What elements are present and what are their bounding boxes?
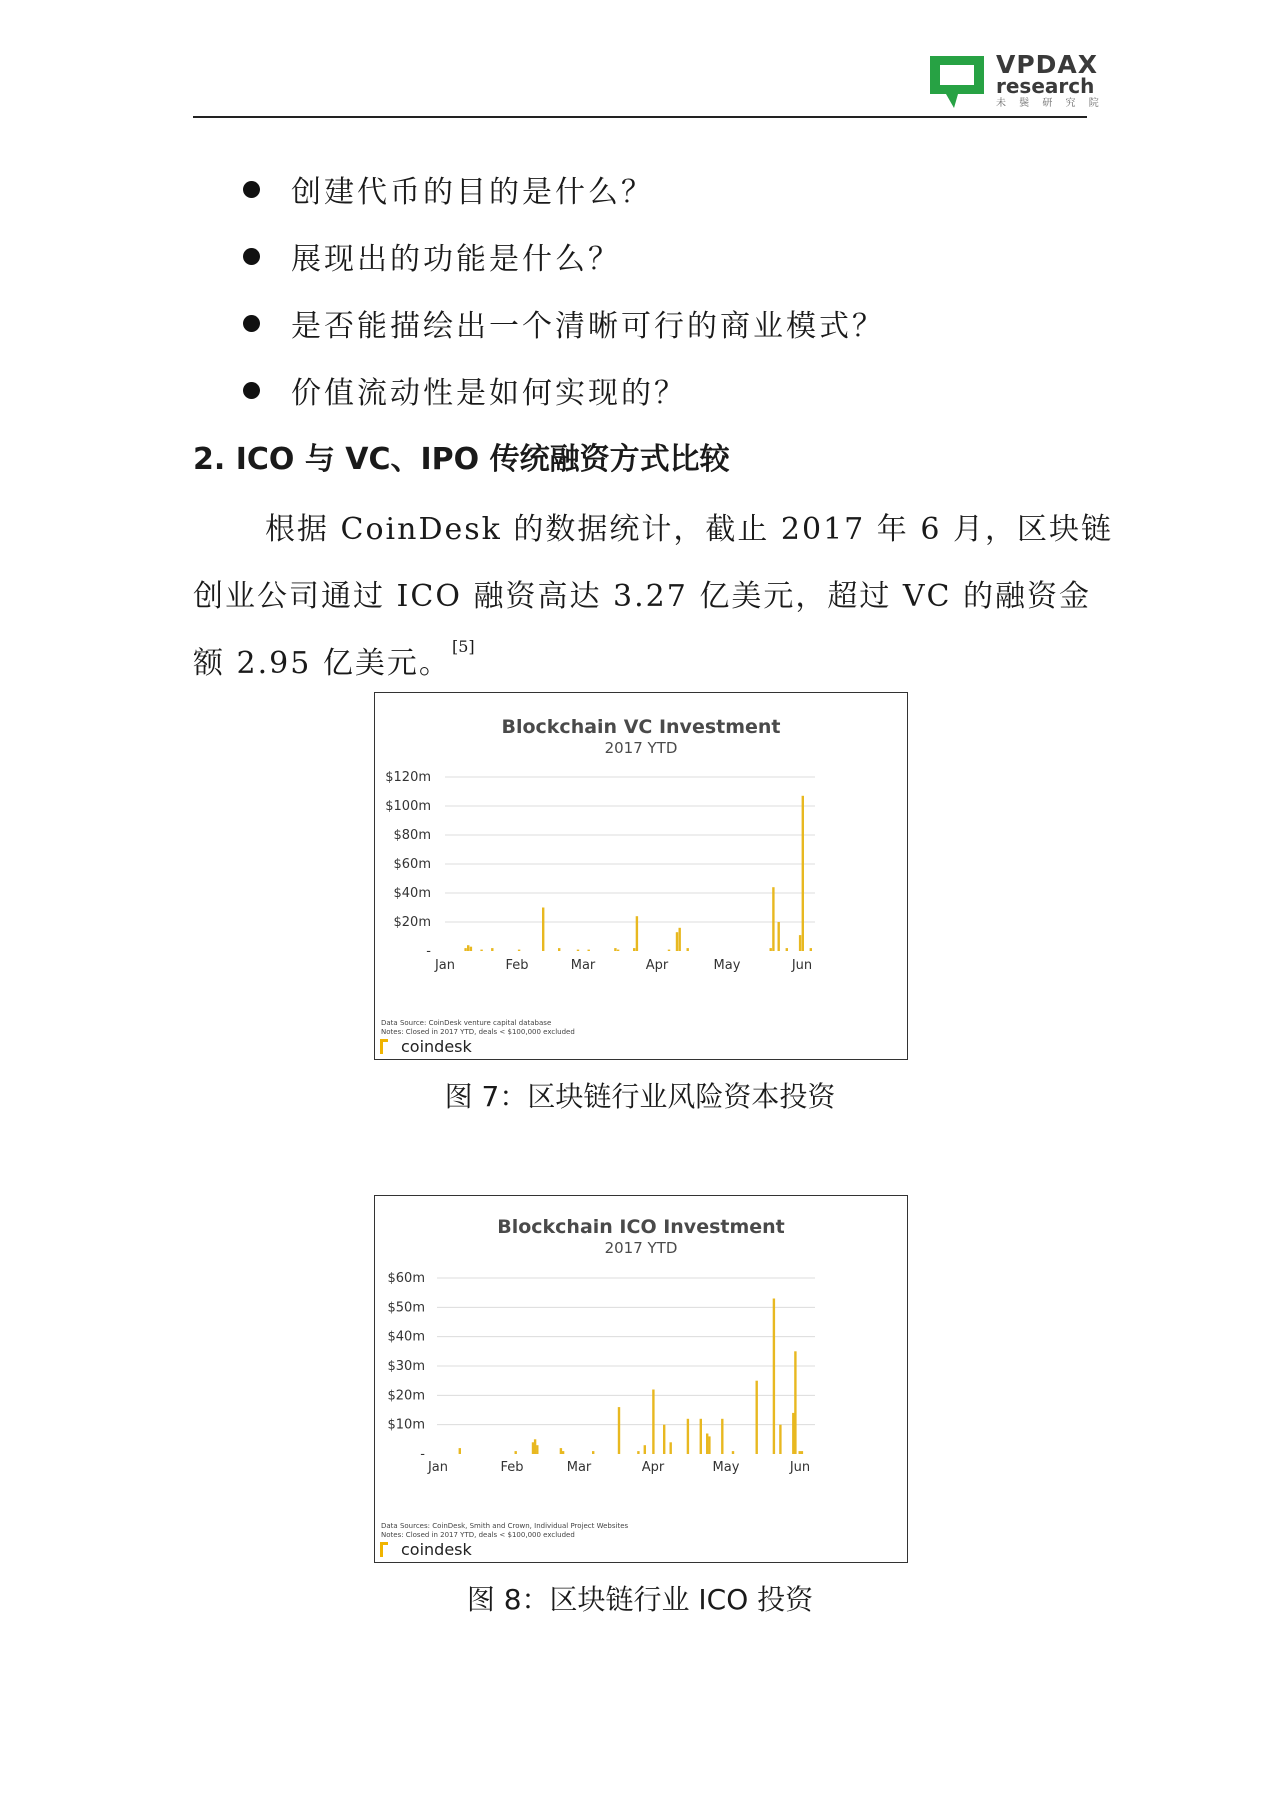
bar: [801, 1451, 803, 1454]
bar: [577, 950, 579, 951]
y-tick-label: -: [426, 944, 431, 959]
bar: [459, 1448, 461, 1454]
y-tick-label: $60m: [387, 1271, 425, 1286]
bullet-item: [243, 367, 687, 413]
bullet-text: 展现出的功能是什么？: [291, 242, 621, 277]
bar: [542, 908, 544, 952]
bar: [779, 1425, 781, 1454]
bar: [470, 947, 472, 951]
bullet-dot-icon: [243, 382, 260, 399]
bar: [515, 1451, 517, 1454]
bar: [679, 928, 681, 951]
x-tick-label: Feb: [500, 1460, 524, 1475]
coindesk-logo-icon: [380, 1542, 388, 1557]
y-tick-label: $40m: [393, 886, 431, 901]
bar: [799, 1451, 801, 1454]
citation-ref: [5]: [452, 637, 475, 656]
bar: [772, 887, 774, 951]
figure-caption: 图 7：区块链行业风险资本投资: [444, 1080, 836, 1113]
bar: [773, 1299, 775, 1455]
y-tick-label: $120m: [385, 770, 431, 785]
x-tick-label: Jun: [789, 1460, 811, 1475]
paragraph-line: 创业公司通过 ICO 融资高达 3.27 亿美元，超过 VC 的融资金: [193, 579, 1092, 614]
bar: [464, 948, 466, 951]
brand-name: coindesk: [401, 1037, 472, 1056]
bar: [534, 1439, 536, 1454]
bar: [687, 948, 689, 951]
bar: [652, 1390, 654, 1455]
bar: [637, 1451, 639, 1454]
bar: [794, 1351, 796, 1454]
y-tick-label: $100m: [385, 799, 431, 814]
chart-source-line: Data Sources: CoinDesk, Smith and Crown, Individual Project Websites: [381, 1522, 629, 1530]
chart-subtitle: 2017 YTD: [604, 739, 678, 757]
logo-chinese-subtitle: 未 鬓 研 究 院: [996, 98, 1104, 109]
figure-vc-chart: [374, 692, 908, 1060]
bullet-text: 是否能描绘出一个清晰可行的商业模式？: [291, 309, 885, 344]
bar: [810, 948, 812, 951]
x-tick-label: May: [713, 958, 741, 973]
bar: [756, 1381, 758, 1454]
bar: [668, 950, 670, 951]
figure-ico-chart: [374, 1195, 908, 1563]
vc-bar-chart: [375, 693, 907, 1059]
bar: [778, 922, 780, 951]
bar: [799, 935, 801, 951]
chart-notes-line: Notes: Closed in 2017 YTD, deals < $100,000 excluded: [381, 1028, 575, 1036]
bar: [518, 950, 520, 951]
coindesk-logo-icon: [380, 1039, 388, 1054]
bar: [532, 1442, 534, 1454]
y-tick-label: $10m: [387, 1417, 425, 1433]
bar: [480, 950, 482, 951]
bar: [802, 796, 804, 951]
chart-title: Blockchain VC Investment: [501, 716, 781, 738]
brand-name: coindesk: [401, 1540, 472, 1559]
bar: [562, 1451, 564, 1454]
bar: [618, 1407, 620, 1454]
bullet-item: [243, 300, 885, 346]
x-tick-label: Mar: [570, 958, 596, 973]
bullet-dot-icon: [243, 248, 260, 265]
logo-name: VPDAX: [996, 50, 1099, 79]
bar: [706, 1434, 708, 1455]
bar: [636, 916, 638, 951]
bar: [558, 948, 560, 951]
bar: [770, 948, 772, 951]
page-header: [0, 0, 1280, 120]
vpdax-logo-icon: [928, 54, 986, 110]
bar: [588, 950, 590, 951]
logo-subtitle: research: [996, 74, 1095, 98]
chart-subtitle: 2017 YTD: [604, 1239, 678, 1257]
paragraph-line: 根据 CoinDesk 的数据统计，截止 2017 年 6 月，区块链: [265, 512, 1113, 547]
chart-title: Blockchain ICO Investment: [497, 1216, 785, 1238]
ico-bar-chart: [375, 1196, 907, 1562]
bar: [670, 1442, 672, 1454]
x-tick-label: Apr: [645, 958, 669, 973]
paragraph-line: 额 2.95 亿美元。: [193, 646, 451, 681]
x-tick-label: Jan: [434, 958, 456, 973]
figure-caption: 图 8：区块链行业 ICO 投资: [466, 1583, 814, 1616]
bullet-item: [243, 233, 621, 279]
bar: [491, 948, 493, 951]
y-tick-label: $20m: [393, 915, 431, 930]
y-tick-label: $20m: [387, 1388, 425, 1404]
bar: [633, 948, 635, 951]
bullet-dot-icon: [243, 315, 260, 332]
bullet-dot-icon: [243, 181, 260, 198]
y-tick-label: $60m: [393, 857, 431, 872]
x-tick-label: Jun: [791, 958, 813, 973]
bar: [786, 948, 788, 951]
bar: [676, 932, 678, 951]
bar: [617, 950, 619, 951]
bullet-text: 创建代币的目的是什么？: [291, 175, 654, 210]
bar: [467, 945, 469, 951]
bar: [644, 1445, 646, 1454]
bar: [614, 948, 616, 951]
header-rule: [193, 116, 1087, 118]
bar: [732, 1451, 734, 1454]
y-tick-label: $40m: [387, 1329, 425, 1345]
bar: [721, 1419, 723, 1454]
bar: [663, 1425, 665, 1454]
bar: [536, 1445, 538, 1454]
y-tick-label: $30m: [387, 1359, 425, 1374]
bullet-item: [243, 166, 654, 212]
bar: [687, 1419, 689, 1454]
section-title: 2. ICO 与 VC、IPO 传统融资方式比较: [193, 442, 730, 477]
bullet-text: 价值流动性是如何实现的？: [291, 376, 687, 411]
bar: [592, 1451, 594, 1454]
bar: [792, 1413, 794, 1454]
x-tick-label: Mar: [566, 1460, 592, 1475]
y-tick-label: $80m: [393, 828, 431, 843]
bar: [700, 1419, 702, 1454]
x-tick-label: Feb: [505, 958, 529, 973]
chart-notes-line: Notes: Closed in 2017 YTD, deals < $100,000 excluded: [381, 1531, 575, 1539]
x-tick-label: May: [712, 1460, 740, 1475]
y-tick-label: $50m: [387, 1300, 425, 1316]
y-tick-label: -: [420, 1447, 425, 1462]
chart-source-line: Data Source: CoinDesk venture capital database: [381, 1019, 552, 1027]
bar: [560, 1448, 562, 1454]
bar: [708, 1436, 710, 1454]
x-tick-label: Jan: [427, 1460, 449, 1475]
x-tick-label: Apr: [641, 1460, 665, 1475]
